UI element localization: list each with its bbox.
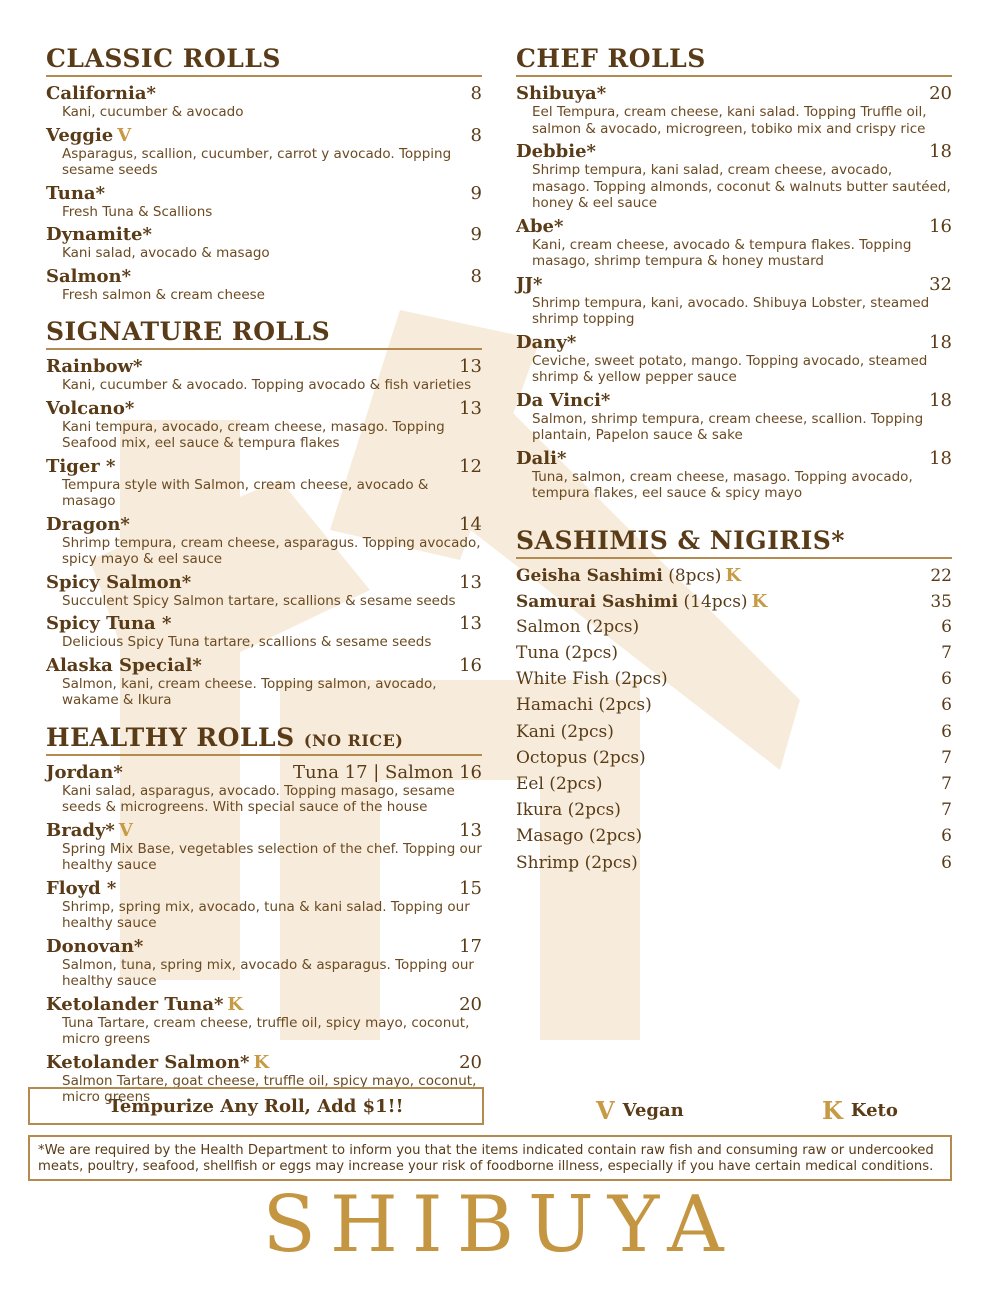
- menu-item: [46, 456, 482, 510]
- menu-item: [516, 722, 952, 748]
- menu-item-header: [46, 994, 482, 1015]
- menu-item-name: Spicy Tuna *: [46, 613, 172, 634]
- menu-item-name: Tuna*: [46, 182, 105, 204]
- menu-item-name: Floyd *: [46, 877, 117, 899]
- signature-rolls-section: [46, 317, 482, 709]
- menu-item-quantity: (14pcs): [678, 591, 748, 612]
- menu-item-name: Dany*: [516, 331, 577, 353]
- menu-item: [46, 936, 482, 990]
- menu-item-name-wrap: [516, 695, 652, 715]
- menu-item: [516, 141, 952, 212]
- menu-item-header: [46, 456, 482, 477]
- menu-item-header: [516, 390, 952, 411]
- menu-item-description: Kani, cucumber & avocado: [62, 104, 244, 120]
- menu-list: [46, 356, 482, 709]
- menu-item-description: Salmon, tuna, spring mix, avocado & asparagus. Topping our healthy sauce: [62, 956, 474, 989]
- menu-item-name-wrap: [46, 1052, 269, 1073]
- menu-item-name-wrap: [46, 514, 130, 535]
- menu-item-name: Tiger *: [46, 455, 116, 477]
- menu-item-price: 13: [459, 819, 482, 841]
- menu-item-price: 20: [929, 83, 952, 104]
- classic-rolls-section: [46, 44, 482, 303]
- menu-item-description: Kani salad, asparagus, avocado. Topping masago, sesame seeds & microgreens. With special sauce of the house: [62, 782, 455, 815]
- menu-item-name-wrap: [46, 266, 131, 287]
- menu-item-quantity: Salmon (2pcs): [516, 616, 640, 637]
- menu-item-quantity: Tuna (2pcs): [516, 643, 618, 664]
- menu-item-description: Salmon, kani, cream cheese. Topping salmon, avocado, wakame & Ikura: [62, 675, 437, 708]
- menu-item-name-wrap: [516, 669, 668, 689]
- menu-item-quantity: Masago (2pcs): [516, 826, 643, 847]
- menu-item-price: 7: [941, 800, 952, 821]
- section-title: [46, 723, 482, 756]
- menu-item-name-wrap: [46, 994, 243, 1015]
- menu-item: [516, 695, 952, 721]
- menu-item-name-wrap: [516, 565, 741, 586]
- vegan-icon: V: [118, 819, 133, 841]
- menu-item-name: Veggie: [46, 124, 114, 146]
- menu-item-name-wrap: [46, 572, 191, 593]
- menu-item: [516, 390, 952, 444]
- menu-item-name: Brady*: [46, 819, 115, 841]
- menu-item-header: [46, 572, 482, 593]
- menu-item-name-wrap: [516, 826, 642, 846]
- menu-item-name: Dragon*: [46, 513, 130, 535]
- menu-item-description: Salmon, shrimp tempura, cream cheese, scallion. Topping plantain, Papelon sauce & sake: [532, 410, 924, 443]
- menu-item-name: Da Vinci*: [516, 389, 611, 411]
- menu-item-name-wrap: [516, 722, 614, 742]
- menu-item-header: [516, 448, 952, 469]
- menu-item-description: Delicious Spicy Tuna tartare, scallions & sesame seeds: [62, 634, 432, 650]
- menu-item: [516, 669, 952, 695]
- menu-item-name-wrap: [516, 643, 618, 663]
- section-title-suffix: (NO RICE): [303, 730, 404, 750]
- menu-item-name: Ketolander Salmon*: [46, 1051, 250, 1073]
- menu-item-price: 18: [929, 331, 952, 353]
- menu-item-price: 18: [929, 447, 952, 469]
- menu-item-name-wrap: [516, 591, 767, 612]
- menu-item-quantity: Eel (2pcs): [516, 774, 603, 794]
- menu-item-price: 32: [929, 273, 952, 295]
- menu-item-price: 35: [930, 591, 952, 612]
- menu-item-name-wrap: [516, 853, 638, 873]
- menu-item-price: 6: [941, 669, 952, 690]
- menu-item: [46, 398, 482, 452]
- tempurize-banner: Tempurize Any Roll, Add $1!!: [28, 1087, 484, 1125]
- menu-item: [516, 853, 952, 879]
- menu-item-description: Tuna, salmon, cream cheese, masago. Topping avocado, tempura flakes, eel sauce & spicy mayo: [532, 468, 913, 501]
- menu-item-quantity: Shrimp (2pcs): [516, 852, 638, 873]
- menu-item-header: [46, 83, 482, 104]
- menu-item-name: Samurai Sashimi: [516, 591, 679, 612]
- menu-item-price: 6: [941, 721, 952, 742]
- menu-item-header: [516, 332, 952, 353]
- menu-item: [516, 774, 952, 800]
- menu-item-name: Dynamite*: [46, 224, 152, 245]
- menu-item-name-wrap: [46, 356, 142, 377]
- menu-item-name-wrap: [46, 820, 133, 841]
- menu-item-price: 16: [929, 215, 952, 237]
- menu-item: [516, 591, 952, 617]
- menu-item: [516, 748, 952, 774]
- menu-item-price: 18: [929, 141, 952, 162]
- left-column: [46, 44, 482, 1120]
- menu-item-name: Geisha Sashimi: [516, 565, 663, 586]
- menu-item-price: 7: [941, 747, 952, 768]
- menu-item-price: 7: [941, 774, 952, 794]
- menu-item-header: [46, 655, 482, 676]
- menu-item-price: 20: [459, 1051, 482, 1073]
- menu-item: [516, 826, 952, 852]
- menu-item-name: Jordan*: [46, 761, 123, 783]
- menu-item: [46, 820, 482, 874]
- menu-item-name-wrap: [516, 748, 646, 768]
- menu-item-name: Salmon*: [46, 265, 132, 287]
- menu-item: [46, 762, 482, 816]
- menu-item-price: 8: [470, 265, 482, 287]
- health-disclaimer: *We are required by the Health Department to inform you that the items indicated contain raw fish and consuming raw or undercooked meats, poultry, seafood, shellfish or eggs may increase your risk of foodborne illness, especially if you have certain medical conditions.: [28, 1135, 952, 1181]
- menu-item: [46, 83, 482, 121]
- menu-item-name-wrap: [516, 274, 542, 295]
- menu-item-name-wrap: [516, 617, 639, 637]
- menu-item-name: Alaska Special*: [46, 654, 202, 676]
- menu-item-header: [46, 183, 482, 204]
- menu-item-price: 8: [470, 124, 482, 146]
- vegan-legend: [596, 1096, 684, 1125]
- menu-item-price: 16: [459, 654, 482, 676]
- menu-item-name-wrap: [46, 936, 143, 957]
- keto-icon: K: [822, 1096, 843, 1125]
- menu-item-name-wrap: [516, 774, 603, 794]
- menu-item-name-wrap: [46, 398, 134, 419]
- menu-item-name: Volcano*: [46, 397, 135, 419]
- menu-item: [516, 800, 952, 826]
- menu-item-description: Shrimp, spring mix, avocado, tuna & kani salad. Topping our healthy sauce: [62, 898, 470, 931]
- keto-icon: K: [227, 993, 244, 1015]
- menu-item-price: 14: [459, 513, 482, 535]
- menu-item-description: Shrimp tempura, kani salad, cream cheese, avocado, masago. Topping almonds, coconut & walnuts butter sautéed, honey & eel sauce: [532, 162, 951, 211]
- menu-item: [516, 216, 952, 270]
- sashimi-section: [516, 526, 952, 879]
- menu-item: [46, 514, 482, 568]
- menu-item-description: Salmon Tartare, goat cheese, truffle oil, spicy mayo, coconut, micro greens: [62, 1072, 477, 1105]
- menu-item: [516, 643, 952, 669]
- menu-item-price: 20: [459, 993, 482, 1015]
- menu-item-header: [46, 1052, 482, 1073]
- menu-item-description: Succulent Spicy Salmon tartare, scallions & sesame seeds: [62, 592, 456, 609]
- section-title-text: HEALTHY ROLLS: [46, 722, 295, 752]
- menu-item-price: 22: [930, 565, 952, 586]
- menu-item-description: Kani, cucumber & avocado. Topping avocado & fish varieties: [62, 377, 472, 393]
- menu-item-header: [46, 514, 482, 535]
- menu-item-description: Kani salad, avocado & masago: [62, 245, 270, 261]
- menu-list: [46, 83, 482, 303]
- menu-item-price: Tuna 17 | Salmon 16: [293, 761, 482, 783]
- right-column: [516, 44, 952, 893]
- menu-item-price: 6: [941, 826, 952, 847]
- menu-item-name-wrap: [46, 125, 131, 146]
- menu-item-header: [46, 125, 482, 146]
- menu-item-name-wrap: [516, 83, 606, 104]
- menu-item-header: [46, 762, 482, 783]
- menu-item-header: [516, 141, 952, 162]
- menu-item: [46, 572, 482, 610]
- menu-list: [516, 565, 952, 879]
- menu-item: [46, 183, 482, 221]
- keto-legend: [822, 1096, 898, 1125]
- menu-item-price: 13: [459, 571, 482, 593]
- menu-item-description: Tempura style with Salmon, cream cheese, avocado & masago: [62, 476, 429, 509]
- vegan-label: Vegan: [622, 1100, 684, 1121]
- menu-item-price: 9: [470, 224, 482, 245]
- menu-item-quantity: Kani (2pcs): [516, 721, 614, 742]
- menu-item-name-wrap: [516, 448, 566, 469]
- menu-item-price: 13: [459, 356, 482, 377]
- menu-item-header: [46, 820, 482, 841]
- menu-item-price: 6: [941, 616, 952, 637]
- section-title: CHEF ROLLS: [516, 44, 952, 77]
- healthy-rolls-section: [46, 723, 482, 1106]
- brand-logo: SHIBUYA: [262, 1180, 738, 1270]
- menu-item-name-wrap: [46, 878, 116, 899]
- menu-item-header: [516, 216, 952, 237]
- menu-item-header: [46, 266, 482, 287]
- menu-item-price: 18: [929, 389, 952, 411]
- menu-item-quantity: Ikura (2pcs): [516, 800, 621, 821]
- menu-item-name-wrap: [46, 762, 123, 783]
- menu-item-header: [46, 224, 482, 245]
- menu-item-name: Spicy Salmon*: [46, 571, 192, 593]
- menu-item-header: [516, 274, 952, 295]
- section-title: SASHIMIS & NIGIRIS*: [516, 526, 952, 559]
- menu-item-header: [46, 936, 482, 957]
- menu-item: [516, 448, 952, 502]
- menu-item-name: Debbie*: [516, 141, 596, 162]
- menu-item-name-wrap: [516, 141, 596, 162]
- menu-item-name-wrap: [46, 456, 115, 477]
- menu-item-price: 13: [459, 613, 482, 634]
- menu-item: [46, 655, 482, 709]
- menu-item-name: Rainbow*: [46, 356, 143, 377]
- section-title: SIGNATURE ROLLS: [46, 317, 482, 350]
- menu-list: [516, 83, 952, 502]
- menu-list: [46, 762, 482, 1106]
- menu-item-price: 12: [459, 455, 482, 477]
- menu-item-name: Shibuya*: [516, 83, 607, 104]
- menu-item-name: Dali*: [516, 447, 567, 469]
- menu-item-price: 13: [459, 397, 482, 419]
- menu-item-quantity: White Fish (2pcs): [516, 669, 668, 690]
- menu-item-description: Fresh salmon & cream cheese: [62, 286, 265, 303]
- menu-item-price: 7: [941, 643, 952, 664]
- menu-item-price: 6: [941, 695, 952, 716]
- menu-item-price: 8: [470, 83, 482, 104]
- menu-item: [46, 613, 482, 651]
- menu-item-name: Abe*: [516, 215, 564, 237]
- vegan-icon: V: [596, 1096, 615, 1125]
- menu-item-header: [46, 613, 482, 634]
- menu-item: [516, 332, 952, 386]
- menu-item: [46, 356, 482, 394]
- menu-item-name: JJ*: [516, 273, 543, 295]
- menu-item: [516, 83, 952, 137]
- menu-item-name: Ketolander Tuna*: [46, 993, 224, 1015]
- menu-item-price: 15: [459, 877, 482, 899]
- menu-item-name: California*: [46, 83, 156, 104]
- menu-item-description: Ceviche, sweet potato, mango. Topping avocado, steamed shrimp & yellow pepper sauce: [532, 352, 928, 385]
- menu-item: [46, 224, 482, 262]
- menu-item-header: [46, 356, 482, 377]
- menu-item: [46, 878, 482, 932]
- menu-item-name-wrap: [516, 332, 576, 353]
- menu-item-name-wrap: [46, 83, 156, 104]
- menu-item-description: Spring Mix Base, vegetables selection of the chef. Topping our healthy sauce: [62, 840, 482, 873]
- menu-item: [46, 994, 482, 1048]
- menu-item-name-wrap: [46, 655, 202, 676]
- menu-item-name-wrap: [516, 390, 610, 411]
- menu-item-name-wrap: [46, 224, 152, 245]
- menu-item-quantity: (8pcs): [662, 565, 722, 586]
- menu-item-header: [46, 878, 482, 899]
- menu-item: [46, 266, 482, 304]
- vegan-icon: V: [117, 124, 132, 146]
- menu-item: [516, 274, 952, 328]
- menu-item-description: Tuna Tartare, cream cheese, truffle oil, spicy mayo, coconut, micro greens: [62, 1014, 470, 1047]
- menu-item-price: 6: [941, 852, 952, 873]
- menu-item-header: [516, 83, 952, 104]
- menu-item-header: [46, 398, 482, 419]
- menu-item-description: Shrimp tempura, kani, avocado. Shibuya Lobster, steamed shrimp topping: [532, 294, 930, 327]
- menu-item-description: Eel Tempura, cream cheese, kani salad. Topping Truffle oil, salmon & avocado, microgreen, tobiko mix and crispy rice: [532, 104, 927, 137]
- menu-item-description: Asparagus, scallion, cucumber, carrot y avocado. Topping sesame seeds: [62, 145, 452, 178]
- keto-label: Keto: [850, 1100, 898, 1121]
- menu-item-price: 17: [459, 935, 482, 957]
- section-title: CLASSIC ROLLS: [46, 44, 482, 77]
- menu-item-quantity: Octopus (2pcs): [516, 747, 646, 768]
- chef-rolls-section: [516, 44, 952, 502]
- keto-icon: K: [751, 590, 768, 612]
- menu-item-name-wrap: [516, 800, 621, 820]
- menu-item: [516, 617, 952, 643]
- keto-icon: K: [253, 1051, 270, 1073]
- menu-item-quantity: Hamachi (2pcs): [516, 695, 652, 716]
- menu-item-name-wrap: [516, 216, 563, 237]
- menu-item: [46, 125, 482, 179]
- menu-item-name-wrap: [46, 613, 171, 634]
- menu-item-name: Donovan*: [46, 935, 144, 957]
- menu-item-description: Fresh Tuna & Scallions: [62, 203, 213, 220]
- menu-item-price: 9: [470, 182, 482, 204]
- menu-item-description: Kani tempura, avocado, cream cheese, masago. Topping Seafood mix, eel sauce & tempura flakes: [62, 418, 445, 451]
- menu-item-name-wrap: [46, 183, 105, 204]
- menu-item-description: Shrimp tempura, cream cheese, asparagus. Topping avocado, spicy mayo & eel sauce: [62, 534, 481, 567]
- menu-item: [516, 565, 952, 591]
- keto-icon: K: [725, 564, 742, 586]
- menu-item-description: Kani, cream cheese, avocado & tempura flakes. Topping masago, shrimp tempura & honey mustard: [532, 236, 912, 269]
